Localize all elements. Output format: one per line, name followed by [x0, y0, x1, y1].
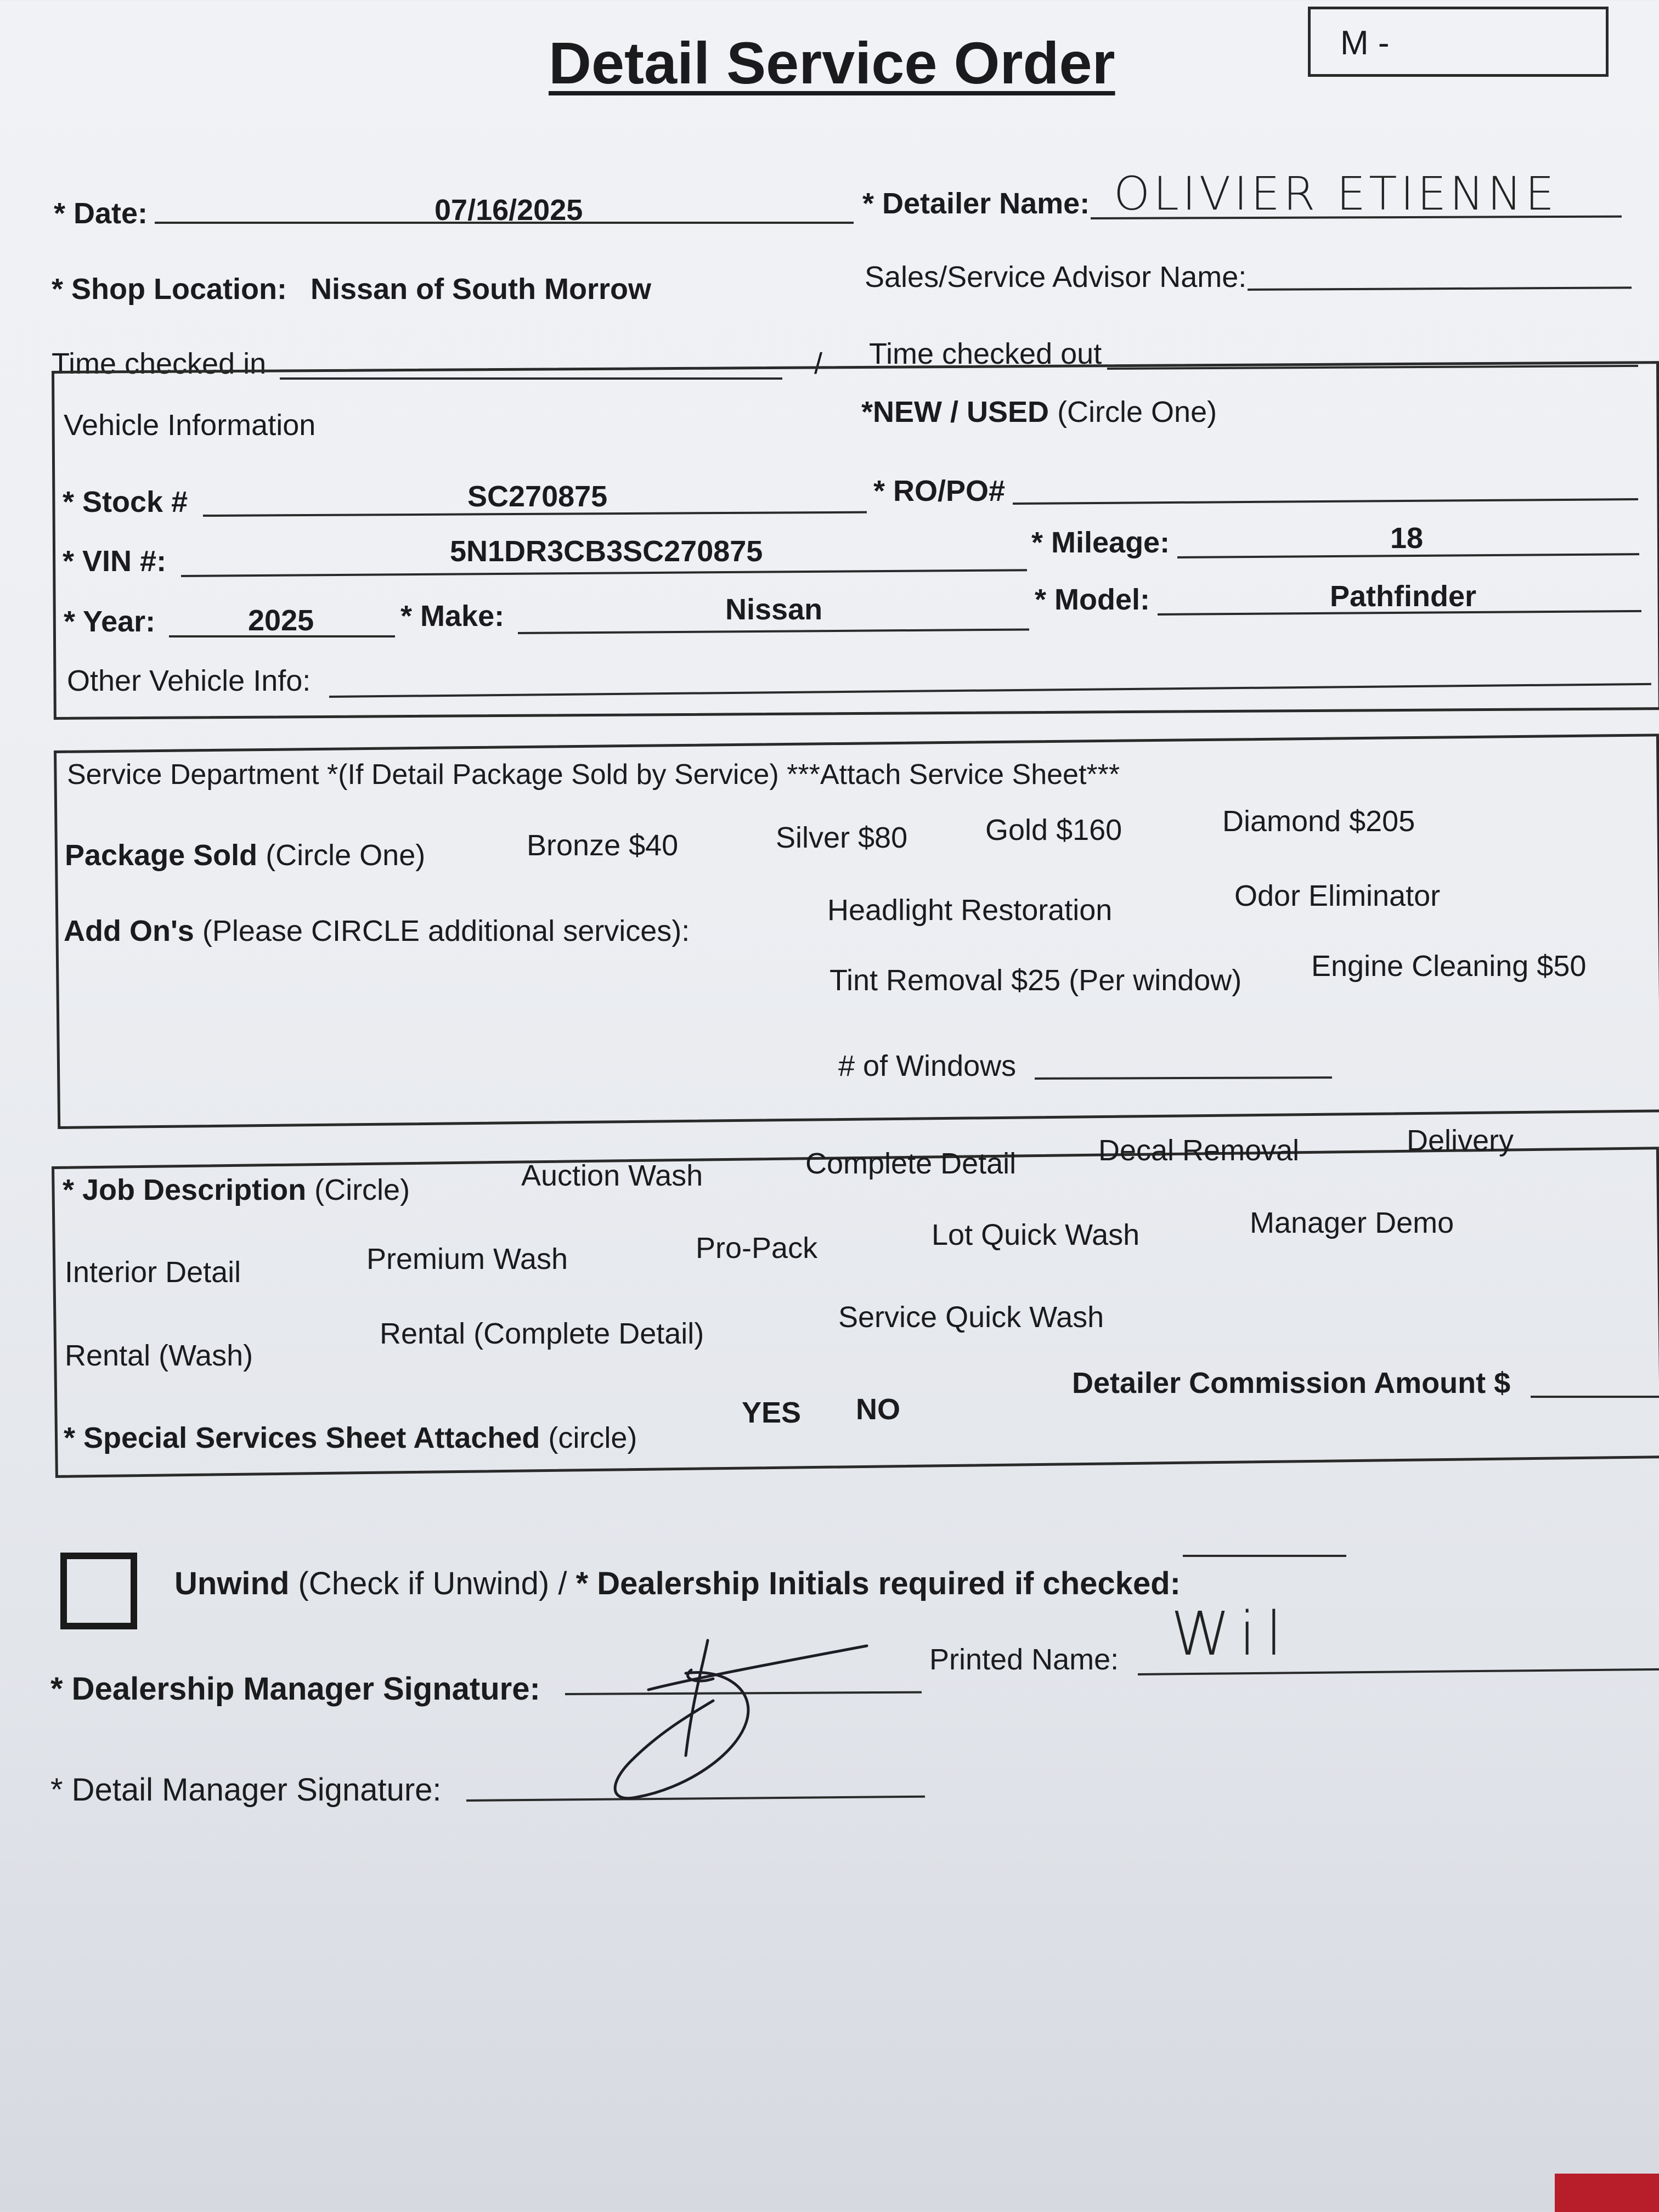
year-label: * Year:: [64, 605, 156, 638]
advisor-name-label: Sales/Service Advisor Name:: [865, 261, 1247, 294]
detail-manager-signature-label: * Detail Manager Signature:: [50, 1772, 442, 1808]
model-label: * Model:: [1035, 583, 1150, 616]
package-sold-label-bold: Package Sold: [65, 839, 258, 872]
commission-amount-label: Detailer Commission Amount $: [1072, 1367, 1511, 1400]
stock-value[interactable]: SC270875: [467, 480, 608, 513]
job-manager-demo[interactable]: Manager Demo: [1250, 1206, 1454, 1239]
package-bronze[interactable]: Bronze $40: [527, 829, 679, 862]
new-used-hint: (Circle One): [1057, 396, 1217, 428]
job-rental-wash[interactable]: Rental (Wash): [65, 1339, 253, 1372]
make-label: * Make:: [400, 600, 505, 633]
package-diamond[interactable]: Diamond $205: [1222, 805, 1415, 838]
addon-tint-removal[interactable]: Tint Removal $25 (Per window): [830, 964, 1242, 997]
stock-label: * Stock #: [63, 486, 188, 518]
package-gold[interactable]: Gold $160: [985, 814, 1122, 847]
red-surface-corner: [1555, 2174, 1659, 2212]
job-complete-detail[interactable]: Complete Detail: [805, 1147, 1017, 1180]
addon-odor-eliminator[interactable]: Odor Eliminator: [1234, 879, 1441, 912]
special-services-label-bold: * Special Services Sheet Attached: [64, 1421, 540, 1454]
job-rental-complete-detail[interactable]: Rental (Complete Detail): [380, 1317, 704, 1350]
job-auction-wash[interactable]: Auction Wash: [521, 1159, 703, 1192]
job-premium-wash[interactable]: Premium Wash: [366, 1243, 568, 1276]
job-decal-removal[interactable]: Decal Removal: [1098, 1134, 1300, 1167]
dealership-initials-label: * Dealership Initials required if checked:: [575, 1566, 1181, 1601]
make-value[interactable]: Nissan: [725, 593, 823, 626]
job-service-quick-wash[interactable]: Service Quick Wash: [838, 1301, 1104, 1334]
time-separator: /: [814, 347, 823, 380]
addon-engine-cleaning[interactable]: Engine Cleaning $50: [1311, 950, 1587, 983]
time-in-label: Time checked in: [52, 347, 267, 380]
job-pro-pack[interactable]: Pro-Pack: [696, 1232, 818, 1265]
package-silver[interactable]: Silver $80: [776, 821, 908, 854]
job-lot-quick-wash[interactable]: Lot Quick Wash: [932, 1218, 1140, 1251]
unwind-hint: (Check if Unwind) /: [298, 1566, 567, 1601]
detailer-name-value[interactable]: OLIVIER ETIENNE: [1114, 167, 1558, 221]
special-services-hint: (circle): [548, 1421, 637, 1454]
shop-location-value[interactable]: Nissan of South Morrow: [311, 273, 651, 306]
job-description-hint: (Circle): [314, 1173, 410, 1206]
vehicle-info-heading: Vehicle Information: [64, 409, 316, 442]
date-value[interactable]: 07/16/2025: [435, 194, 583, 227]
job-interior-detail[interactable]: Interior Detail: [65, 1256, 241, 1289]
vin-value[interactable]: 5N1DR3CB3SC270875: [450, 535, 763, 568]
date-label: * Date:: [54, 197, 148, 230]
signature-stroke-loop: [615, 1672, 748, 1798]
m-number-label: M -: [1340, 24, 1390, 62]
time-out-label: Time checked out: [869, 337, 1102, 370]
special-services-yes[interactable]: YES: [742, 1396, 802, 1429]
signature-stroke-top: [648, 1646, 867, 1690]
job-description-label-bold: * Job Description: [63, 1173, 307, 1206]
addon-headlight-restoration[interactable]: Headlight Restoration: [827, 894, 1113, 927]
printed-name-value[interactable]: Wil: [1171, 1599, 1293, 1669]
mileage-label: * Mileage:: [1031, 526, 1170, 559]
job-delivery[interactable]: Delivery: [1407, 1124, 1514, 1157]
printed-name-label: Printed Name:: [929, 1643, 1119, 1676]
dealership-manager-signature-label: * Dealership Manager Signature:: [50, 1671, 540, 1707]
special-services-no[interactable]: NO: [856, 1393, 900, 1426]
vin-label: * VIN #:: [63, 545, 167, 578]
mileage-value[interactable]: 18: [1390, 522, 1424, 555]
package-sold-hint: (Circle One): [266, 839, 426, 872]
service-department-heading: Service Department *(If Detail Package Sold by Service) ***Attach Service Sheet***: [67, 759, 1120, 791]
signature-stroke-vertical: [686, 1640, 708, 1756]
other-vehicle-info-label: Other Vehicle Info:: [67, 664, 311, 697]
windows-count-label: # of Windows: [838, 1049, 1017, 1082]
year-value[interactable]: 2025: [248, 604, 314, 637]
ro-po-label: * RO/PO#: [873, 475, 1006, 507]
shop-location-label: * Shop Location:: [52, 273, 287, 306]
page-title: Detail Service Order: [549, 30, 1115, 96]
new-used-label: *NEW / USED: [861, 396, 1049, 428]
add-ons-hint: (Please CIRCLE additional services):: [202, 915, 690, 947]
add-ons-label-bold: Add On's: [64, 915, 194, 947]
detailer-name-label: * Detailer Name:: [862, 187, 1090, 220]
unwind-label-bold: Unwind: [174, 1566, 290, 1601]
model-value[interactable]: Pathfinder: [1330, 580, 1477, 613]
